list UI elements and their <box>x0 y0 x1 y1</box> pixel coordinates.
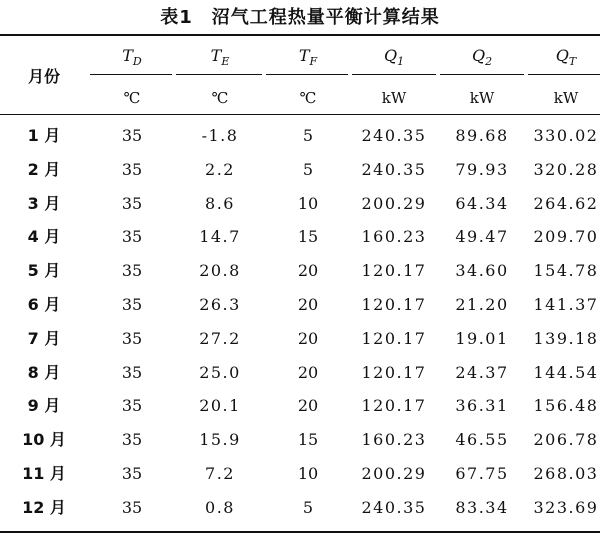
header-subrule <box>528 74 600 75</box>
cell-q2: 67.75 <box>455 464 509 483</box>
column-unit: ℃ <box>299 89 317 107</box>
column-unit: ℃ <box>211 89 229 107</box>
cell-q1: 240.35 <box>361 159 427 179</box>
header-subrule <box>176 74 262 75</box>
cell-qt: 154.78 <box>533 261 599 281</box>
cell-td: 35 <box>121 126 143 145</box>
cell-qt: 144.54 <box>533 362 599 382</box>
cell-q2: 64.34 <box>455 193 509 213</box>
cell-tf: 20 <box>297 396 319 416</box>
cell-q2: 34.60 <box>455 261 509 281</box>
symbol-subscript: D <box>132 55 142 69</box>
cell-qt: 206.78 <box>533 430 599 450</box>
symbol-subscript: T <box>568 55 577 69</box>
symbol-letter: Q <box>383 46 398 65</box>
header-rule <box>0 114 600 115</box>
column-symbol-q1 <box>354 46 434 72</box>
column-unit: kW <box>553 89 579 107</box>
cell-te: 0.8 <box>205 497 235 517</box>
cell-q1: 160.23 <box>361 430 427 450</box>
cell-qt: 268.03 <box>533 464 599 483</box>
cell-q2: 89.68 <box>455 126 509 145</box>
symbol-letter: T <box>210 46 222 65</box>
cell-q1: 200.29 <box>361 193 427 213</box>
column-symbol-tf <box>268 46 348 72</box>
cell-q2: 83.34 <box>455 497 509 517</box>
cell-qt: 323.69 <box>533 497 599 517</box>
cell-q2: 49.47 <box>455 227 509 247</box>
symbol-letter: T <box>298 46 310 65</box>
cell-te: 14.7 <box>199 227 241 247</box>
row-month: 10 月 <box>22 430 66 450</box>
cell-td: 35 <box>121 193 143 213</box>
row-month: 9 月 <box>27 396 61 416</box>
row-month: 2 月 <box>27 159 61 179</box>
cell-td: 35 <box>121 295 143 314</box>
row-month: 4 月 <box>27 227 61 247</box>
row-month: 3 月 <box>27 193 61 213</box>
cell-te: 8.6 <box>205 193 235 213</box>
cell-q1: 120.17 <box>361 396 427 416</box>
column-symbol-qt <box>526 46 600 72</box>
row-month: 8 月 <box>27 362 61 382</box>
column-symbol-td <box>92 46 172 72</box>
top-rule <box>0 34 600 36</box>
cell-te: 26.3 <box>199 295 241 314</box>
cell-q1: 240.35 <box>361 126 427 145</box>
cell-qt: 264.62 <box>533 193 599 213</box>
row-month: 5 月 <box>27 261 61 281</box>
cell-q2: 79.93 <box>455 159 509 179</box>
cell-qt: 320.28 <box>533 159 599 179</box>
symbol-subscript: 2 <box>485 55 493 69</box>
cell-q2: 24.37 <box>455 362 509 382</box>
header-subrule <box>90 74 172 75</box>
column-symbol-q2 <box>442 46 522 72</box>
cell-te: 2.2 <box>205 159 235 179</box>
symbol-letter: T <box>122 46 133 65</box>
row-month: 11 月 <box>22 464 66 483</box>
column-symbol-te <box>180 46 260 72</box>
cell-td: 35 <box>121 396 143 416</box>
cell-td: 35 <box>121 159 143 179</box>
cell-td: 35 <box>121 497 143 517</box>
cell-q1: 160.23 <box>361 227 427 247</box>
cell-tf: 5 <box>302 126 314 145</box>
cell-qt: 209.70 <box>533 227 599 247</box>
cell-qt: 156.48 <box>533 396 599 416</box>
column-unit: kW <box>469 89 495 107</box>
bottom-rule <box>0 531 600 533</box>
cell-td: 35 <box>121 464 143 483</box>
cell-q1: 120.17 <box>361 362 427 382</box>
cell-q1: 200.29 <box>361 464 427 483</box>
cell-q2: 46.55 <box>455 430 509 450</box>
cell-td: 35 <box>121 328 143 348</box>
cell-td: 35 <box>121 261 143 281</box>
cell-te: 7.2 <box>205 464 235 483</box>
cell-q2: 21.20 <box>455 295 509 314</box>
cell-q1: 120.17 <box>361 261 427 281</box>
cell-td: 35 <box>121 430 143 450</box>
cell-te: 25.0 <box>199 362 241 382</box>
cell-tf: 5 <box>302 159 314 179</box>
column-unit: ℃ <box>123 89 141 107</box>
cell-td: 35 <box>121 227 143 247</box>
cell-tf: 15 <box>297 430 319 450</box>
cell-te: -1.8 <box>201 126 239 145</box>
cell-q1: 120.17 <box>361 295 427 314</box>
symbol-subscript: E <box>221 55 230 69</box>
cell-td: 35 <box>121 362 143 382</box>
cell-tf: 10 <box>297 193 319 213</box>
row-month: 7 月 <box>27 328 61 348</box>
header-subrule <box>440 74 524 75</box>
cell-tf: 20 <box>297 261 319 281</box>
cell-q1: 240.35 <box>361 497 427 517</box>
header-subrule <box>266 74 348 75</box>
cell-q2: 19.01 <box>455 328 509 348</box>
table-title: 表1 沼气工程热量平衡计算结果 <box>160 7 440 28</box>
symbol-letter: Q <box>555 46 569 65</box>
cell-tf: 20 <box>297 295 319 314</box>
cell-te: 20.1 <box>199 396 241 416</box>
row-month: 12 月 <box>22 497 66 517</box>
cell-q2: 36.31 <box>455 396 509 416</box>
cell-qt: 330.02 <box>533 126 599 145</box>
column-unit: kW <box>381 89 407 107</box>
cell-tf: 20 <box>297 362 319 382</box>
cell-te: 20.8 <box>199 261 241 281</box>
symbol-subscript: 1 <box>397 55 405 69</box>
cell-tf: 20 <box>297 328 319 348</box>
header-subrule <box>352 74 436 75</box>
row-month: 1 月 <box>27 126 61 145</box>
cell-te: 27.2 <box>199 328 241 348</box>
month-header: 月份 <box>27 67 60 86</box>
row-month: 6 月 <box>27 295 61 314</box>
cell-tf: 5 <box>302 497 314 517</box>
symbol-subscript: F <box>309 55 318 69</box>
symbol-letter: Q <box>471 46 486 65</box>
cell-tf: 15 <box>297 227 319 247</box>
cell-qt: 139.18 <box>533 328 599 348</box>
cell-te: 15.9 <box>199 430 241 450</box>
cell-q1: 120.17 <box>361 328 427 348</box>
cell-tf: 10 <box>297 464 319 483</box>
cell-qt: 141.37 <box>533 295 599 314</box>
